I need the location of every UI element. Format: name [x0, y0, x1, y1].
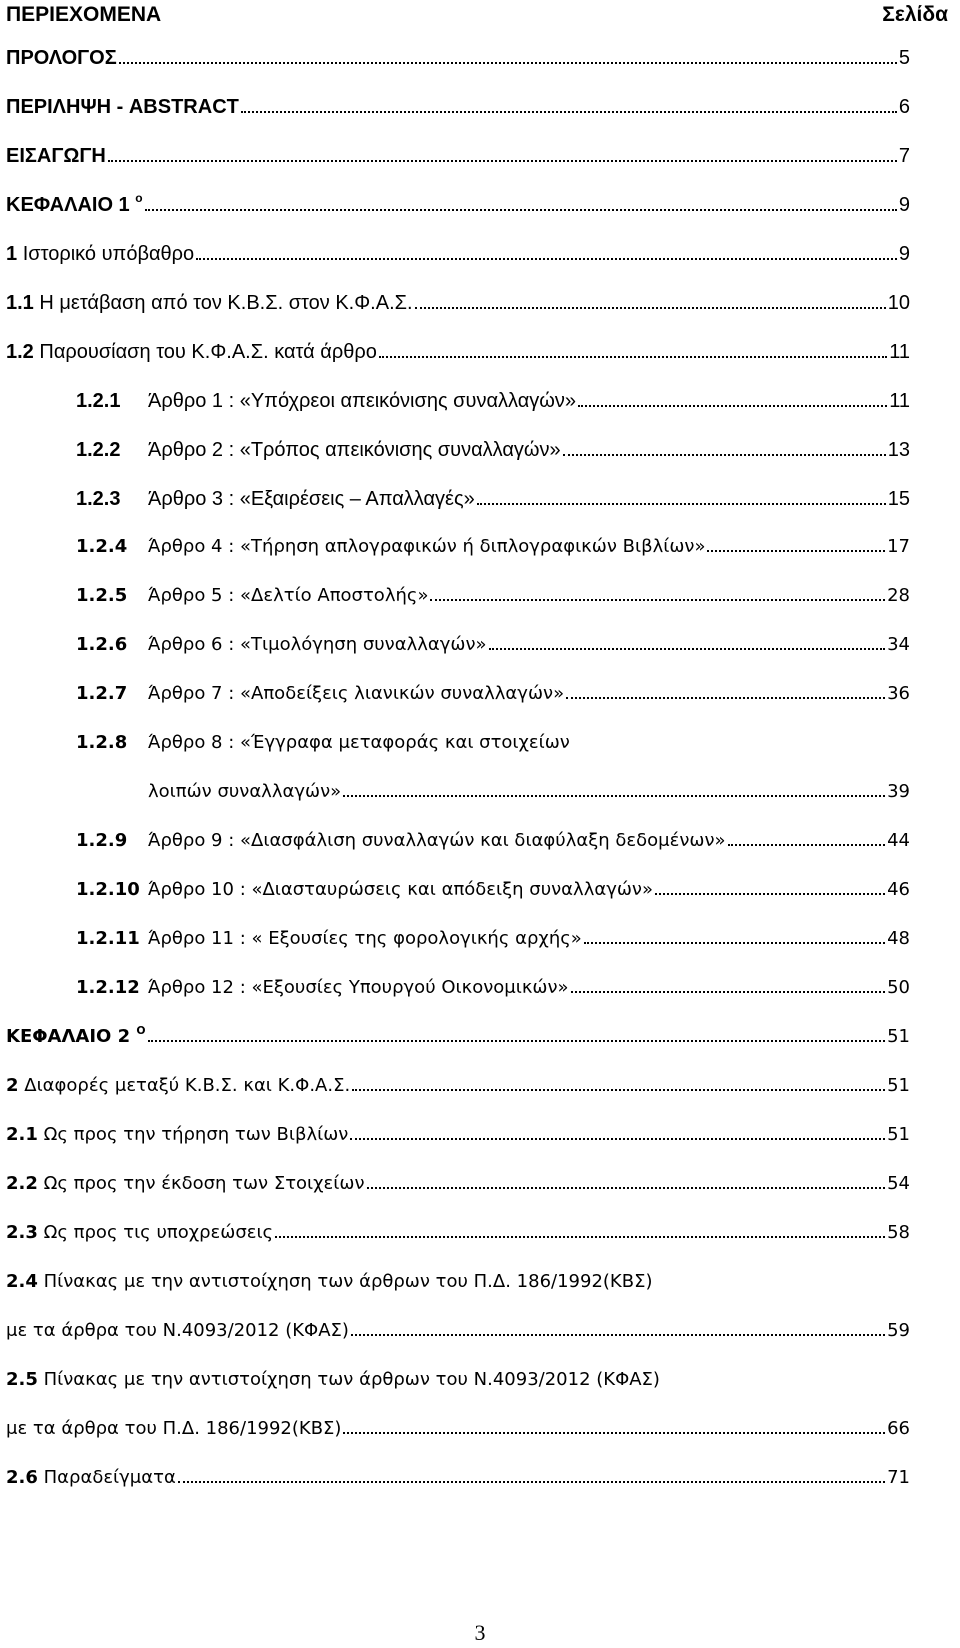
entry-page: 59	[887, 1320, 910, 1341]
ordinal-superscript: Ο	[136, 1023, 146, 1037]
toc-entry[interactable]	[6, 1175, 910, 1193]
entry-number: 2.4	[6, 1271, 38, 1292]
entry-page: 51	[887, 1075, 910, 1096]
entry-number: 1.2.7	[76, 683, 128, 704]
entry-label: Άρθρο 5 : «Δελτίο Αποστολής»	[148, 585, 429, 606]
toc-entry[interactable]	[6, 244, 910, 264]
entry-label: Άρθρο 2 : «Τρόπος απεικόνισης συναλλαγών»	[148, 439, 561, 461]
entry-label: Άρθρο 8 : «Έγγραφα μεταφοράς και στοιχείων	[148, 732, 570, 753]
toc-entry[interactable]	[6, 1371, 910, 1389]
entry-label: Παραδείγματα	[43, 1467, 176, 1488]
dot-leader	[351, 1332, 885, 1336]
toc-entry[interactable]	[76, 832, 910, 850]
toc-entry-continuation[interactable]	[6, 1420, 910, 1438]
dot-leader	[367, 1185, 886, 1189]
dot-leader	[563, 452, 886, 456]
toc-entry[interactable]	[6, 191, 910, 216]
dot-leader	[477, 501, 886, 505]
entry-label: με τα άρθρα του Ν.4093/2012 (ΚΦΑΣ)	[6, 1320, 349, 1341]
entry-number: 2.2	[6, 1173, 38, 1194]
entry-number: 1.2.5	[76, 585, 128, 606]
toc-entry[interactable]	[76, 489, 910, 509]
toc-entry[interactable]	[6, 146, 910, 166]
dot-leader	[566, 695, 885, 699]
toc-entry[interactable]	[76, 881, 910, 899]
entry-number: 1.2.1	[76, 390, 121, 412]
toc-entry[interactable]	[76, 685, 910, 703]
entry-label: με τα άρθρα του Π.Δ. 186/1992(ΚΒΣ)	[6, 1418, 342, 1439]
dot-leader	[275, 1234, 885, 1238]
entry-label: Η μετάβαση από τον Κ.Β.Σ. στον Κ.Φ.Α.Σ.	[39, 292, 413, 314]
toc-entry-continuation[interactable]	[148, 783, 910, 801]
entry-page: 6	[898, 96, 910, 118]
entry-page: 36	[887, 683, 910, 704]
toc-entry[interactable]	[6, 1023, 910, 1047]
entry-label: Άρθρο 10 : «Διασταυρώσεις και απόδειξη συναλλαγών»	[148, 879, 654, 900]
entry-page: 28	[887, 585, 910, 606]
toc-entry[interactable]	[6, 1126, 910, 1144]
entry-label: Διαφορές μεταξύ Κ.Β.Σ. και Κ.Φ.Α.Σ.	[24, 1075, 351, 1096]
toc-entry[interactable]	[6, 342, 910, 362]
entry-page: 48	[887, 928, 910, 949]
dot-leader	[489, 646, 886, 650]
entry-number: 2.3	[6, 1222, 38, 1243]
toc-entry[interactable]	[76, 636, 910, 654]
dot-leader	[415, 305, 886, 309]
dot-leader	[430, 597, 885, 601]
dot-leader	[707, 548, 885, 552]
toc-header	[6, 4, 948, 25]
dot-leader	[584, 940, 885, 944]
entry-number: 1.2.4	[76, 536, 128, 557]
dot-leader	[578, 403, 887, 407]
dot-leader	[178, 1479, 885, 1483]
entry-page: 51	[887, 1026, 910, 1047]
toc-entry[interactable]	[76, 538, 910, 556]
entry-page: 44	[887, 830, 910, 851]
entry-page: 71	[887, 1467, 910, 1488]
toc-entry[interactable]	[76, 979, 910, 997]
entry-page: 10	[887, 292, 910, 314]
entry-number: 2.6	[6, 1467, 38, 1488]
entry-number: ΠΡΟΛΟΓΟΣ	[6, 47, 117, 69]
entry-number: 1.2.10	[76, 879, 140, 900]
dot-leader	[145, 207, 897, 211]
toc-title: ΠΕΡΙΕΧΟΜΕΝΑ	[6, 3, 162, 26]
entry-page: 58	[887, 1222, 910, 1243]
dot-leader	[108, 158, 897, 162]
entry-label: Άρθρο 3 : «Εξαιρέσεις – Απαλλαγές»	[148, 488, 475, 510]
entry-page: 15	[887, 488, 910, 510]
entry-number: 1.2.2	[76, 439, 121, 461]
entry-number: 2.5	[6, 1369, 38, 1390]
entry-number: ΚΕΦΑΛΑΙΟ 2 $^O$	[6, 1023, 146, 1047]
entry-page: 13	[887, 439, 910, 461]
dot-leader	[343, 793, 885, 797]
entry-page: 9	[898, 194, 910, 216]
entry-page: 51	[887, 1124, 910, 1145]
entry-number: 1	[6, 243, 18, 265]
toc-entry[interactable]	[6, 48, 910, 68]
entry-number: 2.1	[6, 1124, 38, 1145]
entry-page: 9	[898, 243, 910, 265]
entry-number: 1.2.12	[76, 977, 140, 998]
toc-entry[interactable]	[6, 1077, 910, 1095]
toc-entry[interactable]	[6, 293, 910, 313]
dot-leader	[196, 256, 897, 260]
toc-entry[interactable]	[76, 440, 910, 460]
toc-entry[interactable]	[6, 1224, 910, 1242]
dot-leader	[728, 842, 886, 846]
entry-label: Παρουσίαση του Κ.Φ.Α.Σ. κατά άρθρο	[39, 341, 377, 363]
dot-leader	[241, 109, 897, 113]
entry-number: 1.2.3	[76, 488, 121, 510]
entry-page: 39	[887, 781, 910, 802]
entry-number: 1.2.8	[76, 732, 128, 753]
entry-label: Άρθρο 4 : «Τήρηση απλογραφικών ή διπλογραφικών Βιβλίων»	[148, 536, 706, 557]
dot-leader	[119, 60, 897, 64]
dot-leader	[350, 1136, 885, 1140]
entry-label: Άρθρο 9 : «Διασφάλιση συναλλαγών και διαφύλαξη δεδομένων»	[148, 830, 726, 851]
entry-number: ΠΕΡΙΛΗΨΗ - ABSTRACT	[6, 96, 239, 118]
entry-label: Ως προς την έκδοση των Στοιχείων	[43, 1173, 365, 1194]
toc-entry[interactable]	[6, 1469, 910, 1487]
toc-entry-continuation[interactable]	[6, 1322, 910, 1340]
entry-number: 2	[6, 1075, 19, 1096]
dot-leader	[343, 1430, 885, 1434]
entry-page: 34	[887, 634, 910, 655]
dot-leader	[655, 891, 885, 895]
entry-number: ΚΕΦΑΛΑΙΟ 1 $^o$	[6, 191, 143, 216]
dot-leader	[148, 1038, 885, 1042]
entry-page: 54	[887, 1173, 910, 1194]
toc-entry[interactable]	[6, 1273, 910, 1291]
entry-page: 50	[887, 977, 910, 998]
entry-number: 1.2	[6, 341, 34, 363]
entry-number: 1.1	[6, 292, 34, 314]
entry-page: 17	[887, 536, 910, 557]
entry-page: 7	[898, 145, 910, 167]
toc-entry[interactable]	[76, 734, 910, 752]
entry-page: 11	[889, 390, 910, 412]
page-column-label: Σελίδα	[882, 3, 948, 26]
entry-number: 1.2.11	[76, 928, 140, 949]
toc-entry[interactable]	[76, 587, 910, 605]
ordinal-superscript: ο	[135, 191, 143, 206]
entry-label: Άρθρο 11 : « Εξουσίες της φορολογικής αρχής»	[148, 928, 582, 949]
entry-label: Ιστορικό υπόβαθρο	[22, 243, 195, 265]
entry-label: Άρθρο 7 : «Αποδείξεις λιανικών συναλλαγών»	[148, 683, 565, 704]
entry-page: 5	[898, 47, 910, 69]
entry-page: 11	[889, 341, 910, 363]
entry-label: Ως προς την τήρηση των Βιβλίων	[43, 1124, 349, 1145]
entry-label: λοιπών συναλλαγών»	[148, 781, 342, 802]
toc-entry[interactable]	[76, 391, 910, 411]
entry-label: Άρθρο 12 : «Εξουσίες Υπουργού Οικονομικών»	[148, 977, 569, 998]
toc-entry[interactable]	[6, 97, 910, 117]
entry-page: 46	[887, 879, 910, 900]
entry-number: 1.2.9	[76, 830, 128, 851]
dot-leader	[571, 989, 886, 993]
entry-page: 66	[887, 1418, 910, 1439]
dot-leader	[352, 1087, 885, 1091]
entry-label: Πίνακας με την αντιστοίχηση των άρθρων του Π.Δ. 186/1992(ΚΒΣ)	[43, 1271, 653, 1292]
page-number: 3	[474, 1620, 486, 1645]
entry-label: Άρθρο 1 : «Υπόχρεοι απεικόνισης συναλλαγών»	[148, 390, 577, 412]
entry-label: Πίνακας με την αντιστοίχηση των άρθρων του Ν.4093/2012 (ΚΦΑΣ)	[43, 1369, 660, 1390]
dot-leader	[379, 354, 887, 358]
entry-label: Ως προς τις υποχρεώσεις	[43, 1222, 274, 1243]
toc-entry[interactable]	[76, 930, 910, 948]
entry-number: 1.2.6	[76, 634, 128, 655]
entry-number: ΕΙΣΑΓΩΓΗ	[6, 145, 106, 167]
entry-label: Άρθρο 6 : «Τιμολόγηση συναλλαγών»	[148, 634, 487, 655]
